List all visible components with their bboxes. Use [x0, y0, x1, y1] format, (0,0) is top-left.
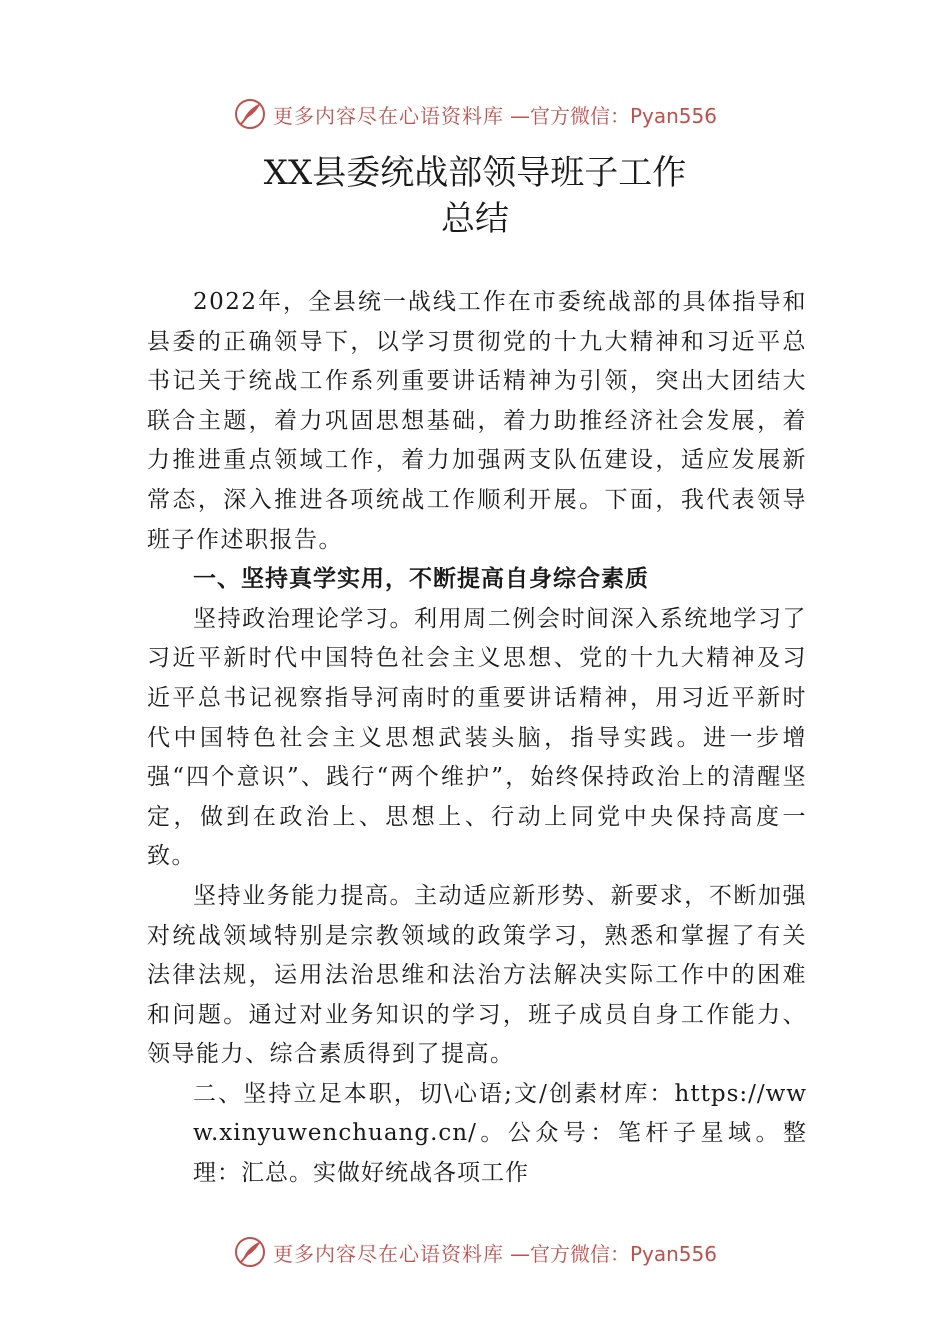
- document-body: [147, 283, 807, 1194]
- paragraph-business-ability: 坚持业务能力提高。主动适应新形势、新要求，不断加强对统战领域特别是宗教领域的政策学习，熟悉和掌握了有关法律法规，运用法治思维和法治方法解决实际工作中的困难和问题。通过对业务知识的学习，班子成员自身工作能力、领导能力、综合素质得到了提高。: [147, 882, 807, 1068]
- footer-banner: [0, 1232, 950, 1272]
- footer-brand-text: 更多内容尽在心语资料库: [272, 1241, 504, 1266]
- banner-wechat-text: —官方微信：Pyan556: [509, 103, 717, 128]
- title-line-2: 总结: [441, 199, 509, 239]
- quill-logo-icon: [233, 1235, 267, 1269]
- quill-logo-icon: [233, 97, 267, 131]
- paragraph-political-study: 坚持政治理论学习。利用周二例会时间深入系统地学习了习近平新时代中国特色社会主义思想、党的十九大精神及习近平总书记视察指导河南时的重要讲话精神，用习近平新时代中国特色社会主义思想武装头脑，指导实践。进一步增强“四个意识”、践行“两个维护”，始终保持政治上的清醒坚定，做到在政治上、思想上、行动上同党中央保持高度一致。: [147, 605, 807, 870]
- header-banner: [0, 94, 950, 134]
- footer-wechat-text: —官方微信：Pyan556: [509, 1241, 717, 1266]
- section-heading-1: 一、坚持真学实用，不断提高自身综合素质: [193, 566, 649, 593]
- document-title: [0, 150, 950, 242]
- banner-brand-text: 更多内容尽在心语资料库: [272, 103, 504, 128]
- paragraph-intro: 2022年，全县统一战线工作在市委统战部的具体指导和县委的正确领导下，以学习贯彻党的十九大精神和习近平总书记关于统战工作系列重要讲话精神为引领，突出大团结大联合主题，着力巩固思想基础，着力助推经济社会发展，着力推进重点领域工作，着力加强两支队伍建设，适应发展新常态，深入推进各项统战工作顺利开展。下面，我代表领导班子作述职报告。: [147, 289, 807, 553]
- title-line-1: XX县委统战部领导班子工作: [263, 153, 687, 193]
- section-heading-2: 二、坚持立足本职，切\心语;文/创素材库：https://www.xinyuwenchuang.cn/。公众号：笔杆子星域。整理：汇总。实做好统战各项工作: [193, 1080, 807, 1187]
